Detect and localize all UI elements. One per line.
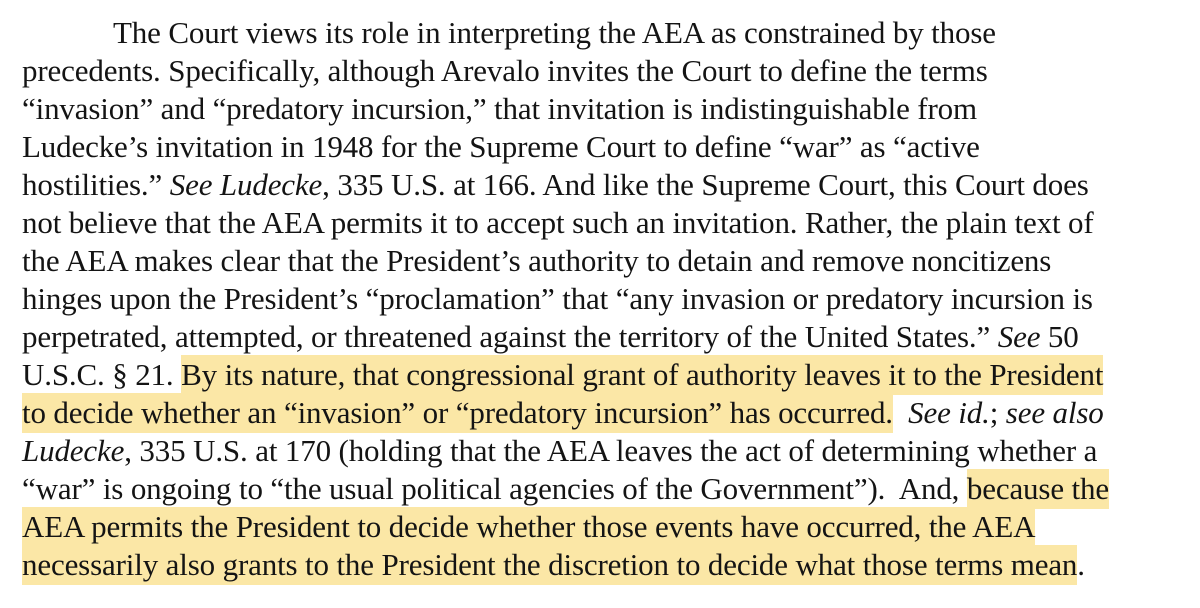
text-run: not believe that the AEA permits it to accept such an invitation. Rather, the plain text of	[22, 205, 1094, 240]
text-run: hinges upon the President’s “proclamation” that “any invasion or predatory incursion is	[22, 281, 1093, 316]
paragraph-line-8	[22, 280, 1093, 318]
text-run: precedents. Specifically, although Arevalo invites the Court to define the terms	[22, 53, 988, 88]
text-run: U.S.C. § 21.	[22, 357, 182, 392]
paragraph-line-11	[22, 394, 1104, 432]
text-run: hostilities.”	[22, 167, 170, 202]
text-run: .	[1077, 547, 1085, 582]
citation-signal: See id.	[908, 395, 990, 430]
paragraph-line-14	[22, 508, 1035, 546]
paragraph-line-7	[22, 242, 1051, 280]
paragraph-line-10	[22, 356, 1103, 394]
text-run: perpetrated, attempted, or threatened against the territory of the United States.”	[22, 319, 998, 354]
case-citation: See Ludecke	[169, 167, 323, 202]
text-run: 50	[1040, 319, 1079, 354]
paragraph-line-3	[22, 90, 977, 128]
paragraph-line-6	[22, 204, 1094, 242]
paragraph-line-9	[22, 318, 1079, 356]
text-run: , 335 U.S. at 166. And like the Supreme Court, this Court does	[322, 167, 1089, 202]
highlighted-text: AEA permits the President to decide whether those events have occurred, the AEA	[22, 507, 1035, 547]
paragraph-line-13	[22, 470, 1109, 508]
paragraph-line-5	[22, 166, 1089, 204]
text-run: “invasion” and “predatory incursion,” that invitation is indistinguishable from	[22, 91, 977, 126]
text-run: “war” is ongoing to “the usual political agencies of the Government”). And,	[22, 471, 967, 506]
paragraph-line-4	[22, 128, 980, 166]
text-run: the AEA makes clear that the President’s authority to detain and remove noncitizens	[22, 243, 1052, 278]
citation-signal: see also	[1005, 395, 1104, 430]
paragraph-line-1	[113, 14, 996, 52]
paragraph-line-12	[22, 432, 1097, 470]
citation-signal: See	[997, 319, 1041, 354]
text-run: The Court views its role in interpreting the AEA as constrained by those	[113, 15, 996, 50]
paragraph-line-15	[22, 546, 1085, 584]
text-run	[893, 395, 908, 430]
text-run: ;	[989, 395, 1006, 430]
text-run: Ludecke’s invitation in 1948 for the Supreme Court to define “war” as “active	[22, 129, 980, 164]
highlighted-text: necessarily also grants to the President the discretion to decide what those terms mean	[22, 545, 1077, 585]
highlighted-text: to decide whether an “invasion” or “predatory incursion” has occurred.	[22, 393, 893, 433]
highlighted-text: because the	[967, 469, 1109, 509]
case-citation: Ludecke	[22, 433, 125, 468]
paragraph-line-2	[22, 52, 988, 90]
text-run: , 335 U.S. at 170 (holding that the AEA leaves the act of determining whether a	[124, 433, 1098, 468]
highlighted-text: By its nature, that congressional grant of authority leaves it to the President	[181, 355, 1103, 395]
